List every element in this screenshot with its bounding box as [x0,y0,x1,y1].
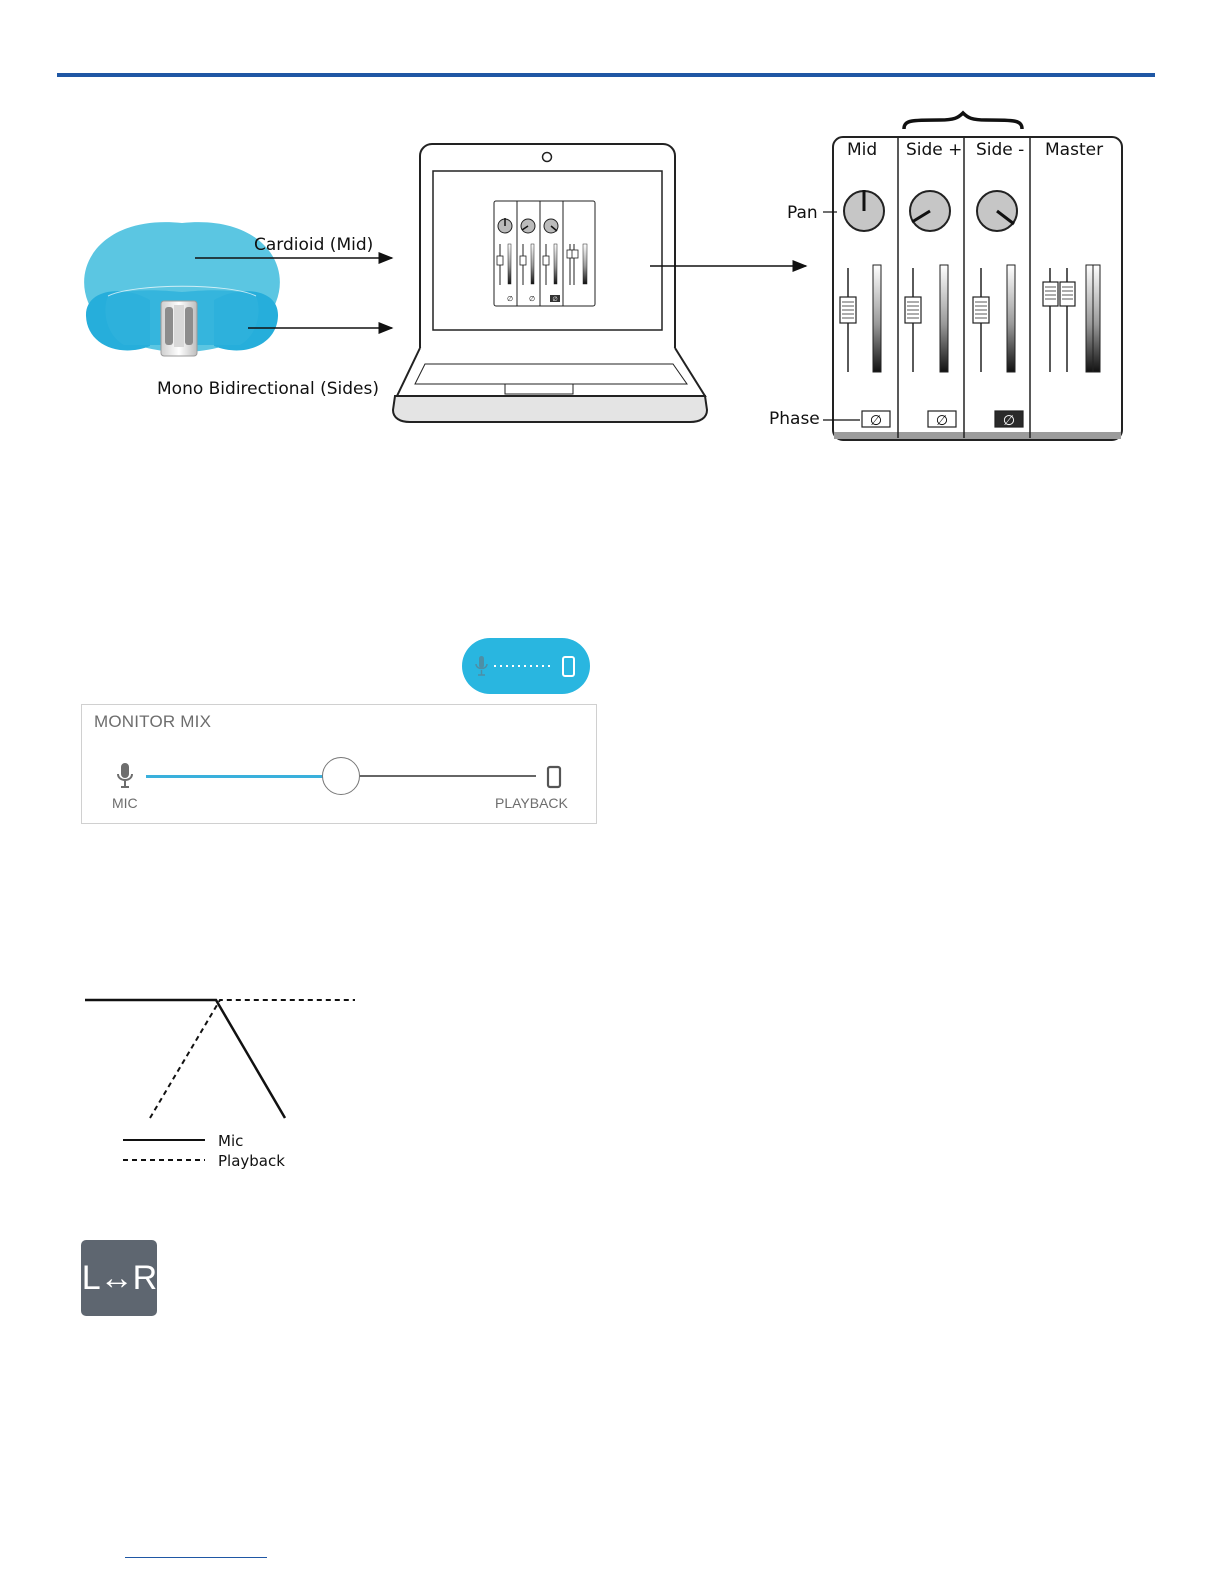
channel-label-side-plus: Side + [906,140,963,160]
channel-label-master: Master [1045,140,1104,160]
legend-mic: Mic [218,1132,244,1150]
mix-slider-track-filled[interactable] [146,775,341,778]
swap-left-right-button[interactable] [81,1240,157,1316]
monitor-mix-toggle-button[interactable] [462,638,590,694]
phase-label: Phase [769,409,820,429]
mic-curve [85,1000,285,1118]
mic-to-playback-icon [462,638,590,694]
svg-text:∅: ∅ [552,296,558,303]
svg-text:∅: ∅ [935,413,949,429]
monitor-mix-panel [81,704,597,824]
mix-slider-track-empty[interactable] [341,775,536,777]
mini-mixer [494,201,595,306]
legend-playback: Playback [218,1152,285,1170]
svg-text:∅: ∅ [506,295,514,303]
playback-label: PLAYBACK [495,795,568,811]
mic-label: MIC [112,795,138,811]
bidirectional-label: Mono Bidirectional (Sides) [157,379,379,399]
monitor-mix-title: MONITOR MIX [94,712,212,731]
mix-slider-thumb[interactable] [322,757,360,795]
mixer-zoom-illustration [823,113,1122,440]
footer-link-underline[interactable] [125,1557,267,1558]
phone-icon [546,765,562,789]
swap-left-right-icon: L↔R [81,1258,157,1297]
channel-label-mid: Mid [847,140,878,160]
playback-curve [150,1000,355,1118]
laptop-illustration [393,144,707,422]
channel-label-side-minus: Side - [976,140,1025,160]
svg-text:∅: ∅ [869,413,883,429]
pan-label: Pan [787,203,818,223]
microphone-pattern-illustration [84,222,280,356]
cardioid-label: Cardioid (Mid) [254,235,374,255]
microphone-icon [115,762,135,790]
webcam [543,153,552,162]
ms-recording-diagram [0,0,1224,470]
svg-text:∅: ∅ [1002,413,1016,429]
svg-text:∅: ∅ [528,295,536,303]
